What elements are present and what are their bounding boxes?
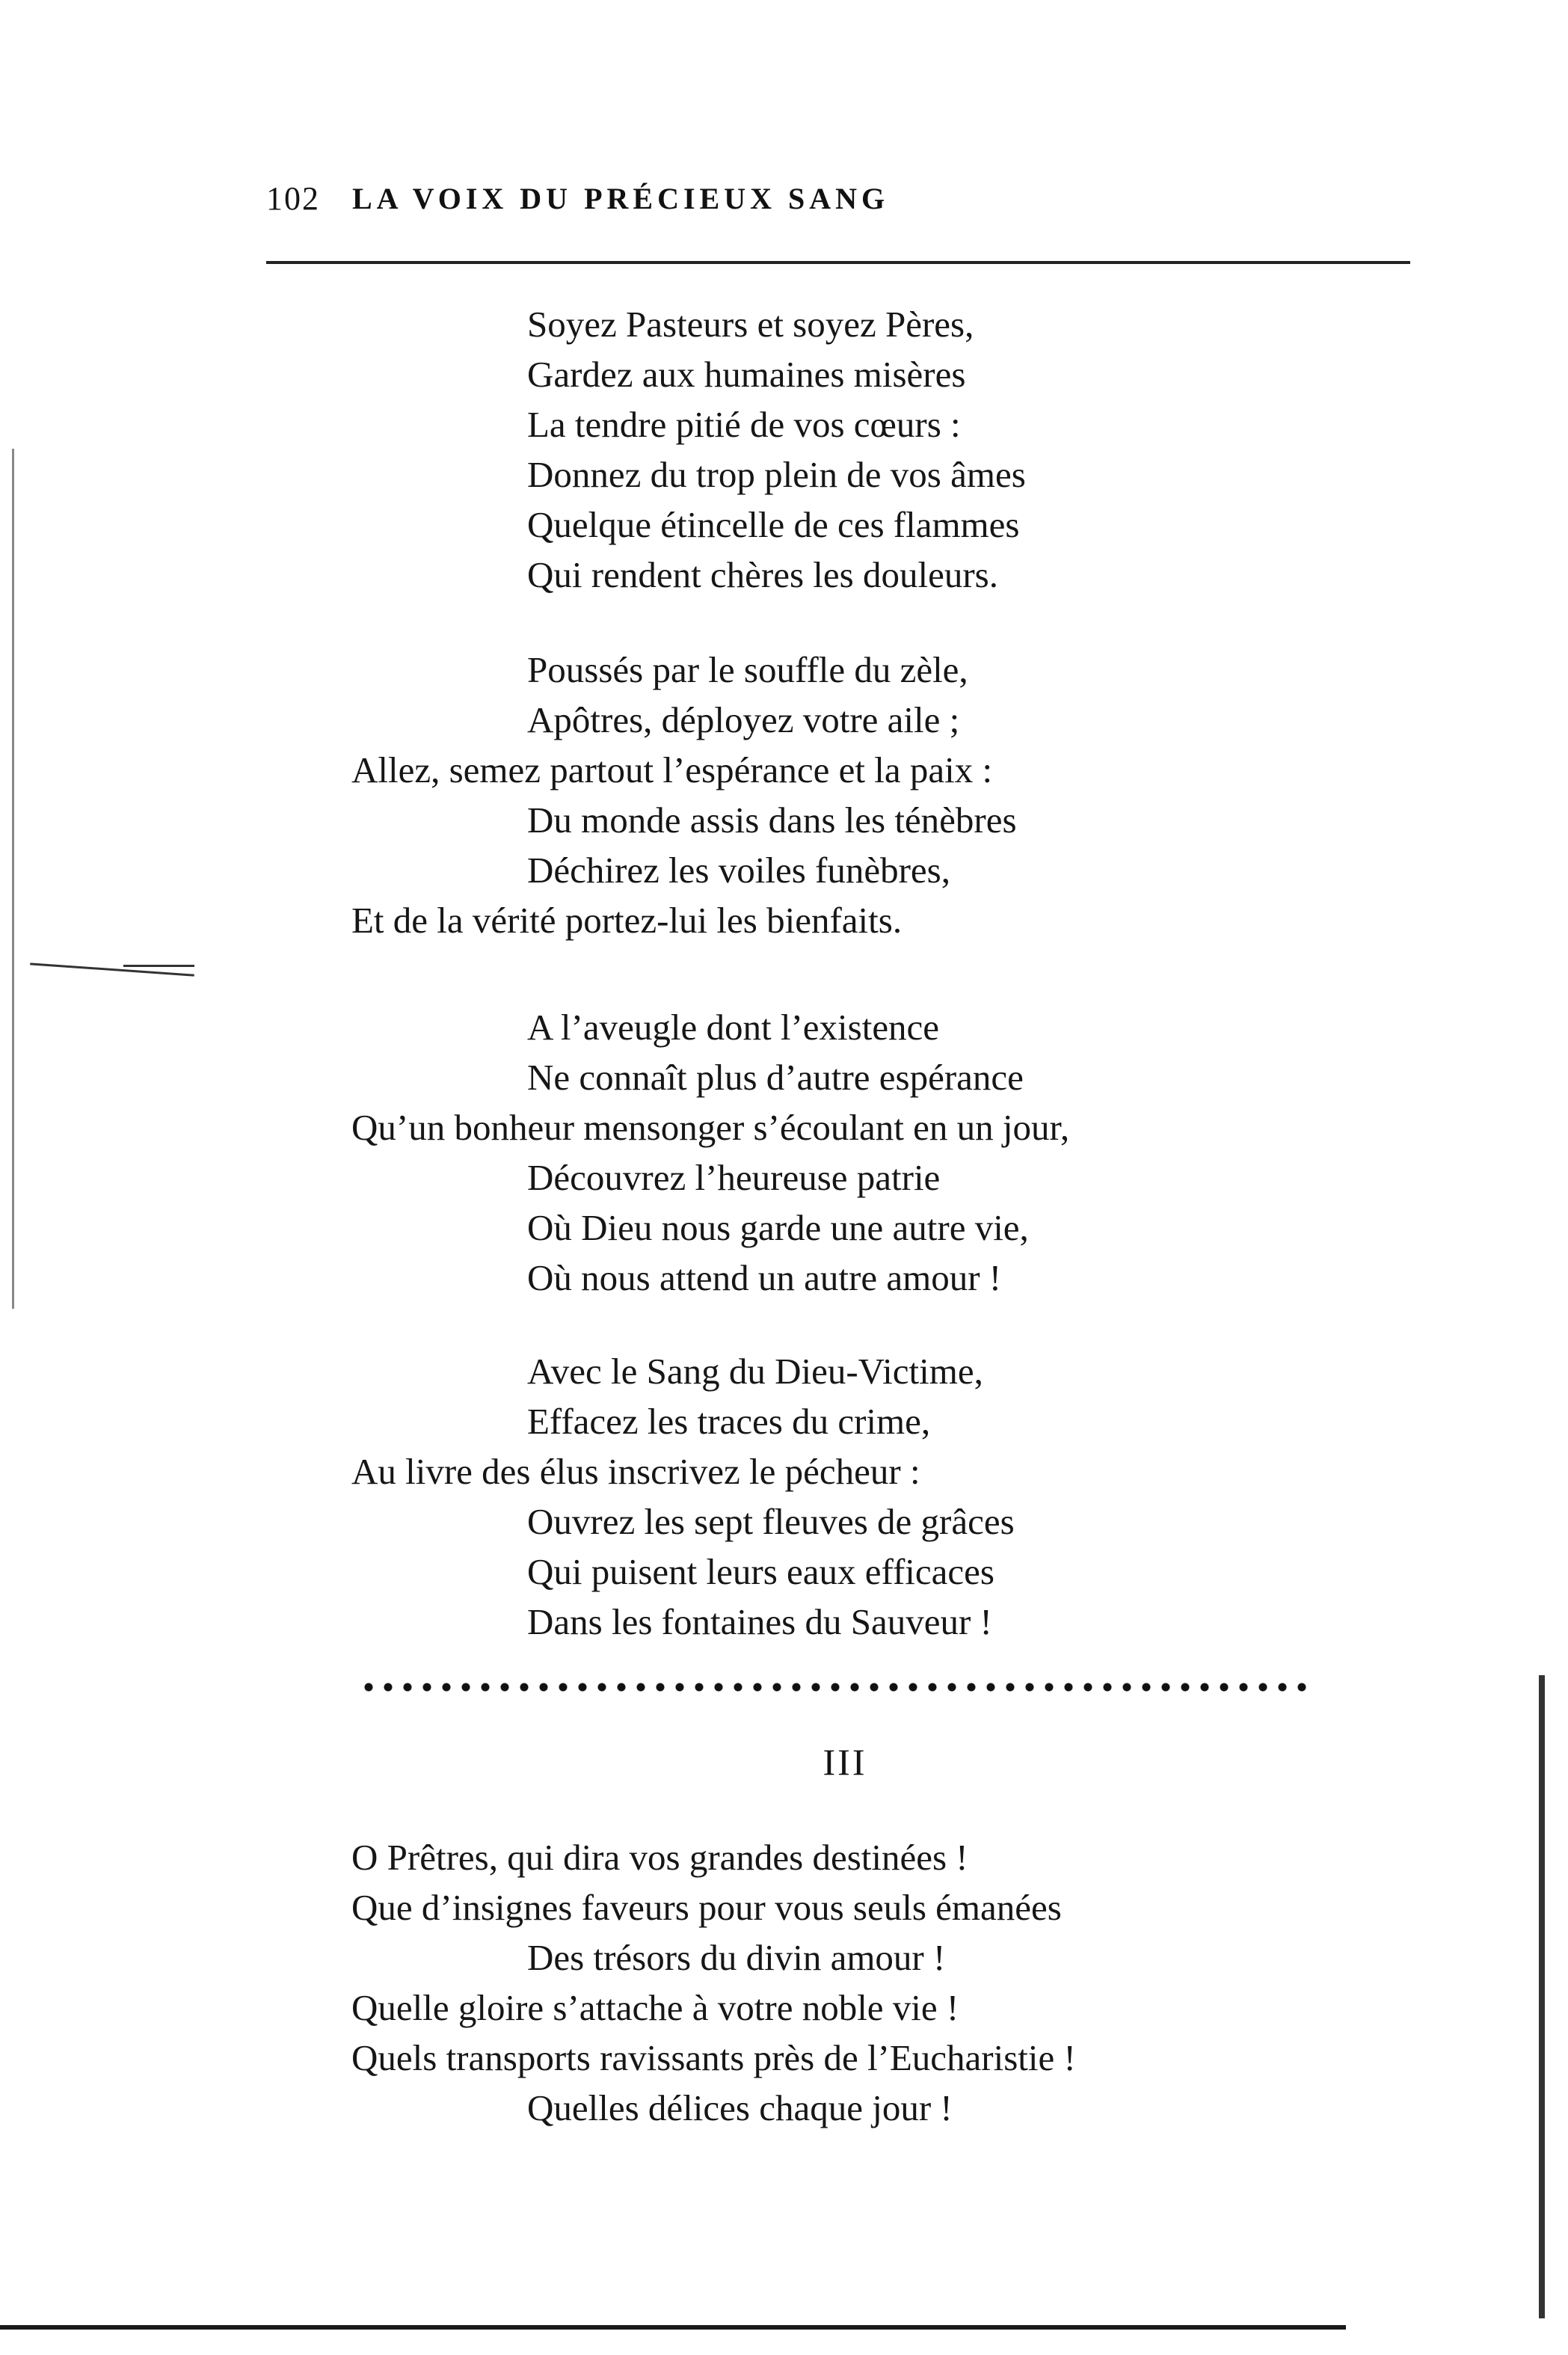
verse-line: Où Dieu nous garde une autre vie,	[527, 1207, 1029, 1248]
verse-line: Du monde assis dans les ténèbres	[527, 799, 1017, 841]
scan-mark-edge	[12, 449, 14, 1309]
verse-line: Quelles délices chaque jour !	[527, 2087, 953, 2128]
verse-line: Déchirez les voiles funèbres,	[527, 850, 950, 891]
stanza-1	[351, 299, 1323, 600]
header-rule	[266, 261, 1410, 264]
verse-line: Ne connaît plus d’autre espérance	[527, 1057, 1024, 1098]
verse-line: La tendre pitié de vos cœurs :	[527, 404, 961, 445]
verse-line: Qui rendent chères les douleurs.	[527, 554, 998, 595]
stanza-2	[351, 645, 1323, 945]
page-header	[266, 176, 1410, 229]
verse-line: O Prêtres, qui dira vos grandes destinées !	[351, 1837, 968, 1878]
verse-line: Quelque étincelle de ces flammes	[527, 504, 1020, 545]
verse-line: Des trésors du divin amour !	[527, 1937, 946, 1978]
verse-line: Gardez aux humaines misères	[527, 354, 966, 395]
page-number: 102	[266, 180, 320, 217]
scan-mark-right-edge	[1539, 1675, 1545, 2318]
verse-line: Et de la vérité portez-lui les bienfaits.	[351, 900, 903, 941]
stanza-5	[351, 1832, 1323, 2133]
verse-line: Qui puisent leurs eaux efficaces	[527, 1551, 994, 1592]
stanza-4	[351, 1346, 1323, 1647]
dotted-separator	[359, 1682, 1316, 1692]
verse-line: Donnez du trop plein de vos âmes	[527, 454, 1026, 495]
verse-line: Que d’insignes faveurs pour vous seuls émanées	[351, 1887, 1062, 1928]
verse-line: Effacez les traces du crime,	[527, 1401, 931, 1442]
verse-line: Soyez Pasteurs et soyez Pères,	[527, 304, 974, 345]
verse-line: Où nous attend un autre amour !	[527, 1257, 1002, 1298]
verse-line: Dans les fontaines du Sauveur !	[527, 1601, 992, 1642]
section-number: III	[823, 1741, 867, 1783]
verse-line: Ouvrez les sept fleuves de grâces	[527, 1501, 1015, 1542]
verse-line: A l’aveugle dont l’existence	[527, 1007, 940, 1048]
verse-line: Qu’un bonheur mensonger s’écoulant en un jour,	[351, 1107, 1070, 1148]
verse-line: Apôtres, déployez votre aile ;	[527, 699, 960, 740]
verse-line: Quels transports ravissants près de l’Eucharistie !	[351, 2037, 1076, 2078]
verse-line: Découvrez l’heureuse patrie	[527, 1157, 941, 1198]
verse-line: Avec le Sang du Dieu-Victime,	[527, 1351, 983, 1392]
verse-line: Poussés par le souffle du zèle,	[527, 649, 968, 690]
verse-line: Quelle gloire s’attache à votre noble vie !	[351, 1987, 959, 2028]
scan-mark-left-2	[123, 965, 194, 967]
verse-line: Allez, semez partout l’espérance et la paix :	[351, 749, 993, 790]
bottom-page-edge	[0, 2325, 1346, 2330]
stanza-3	[351, 1002, 1323, 1303]
running-title: LA VOIX DU PRÉCIEUX SANG	[352, 182, 890, 215]
verse-line: Au livre des élus inscrivez le pécheur :	[351, 1451, 920, 1492]
